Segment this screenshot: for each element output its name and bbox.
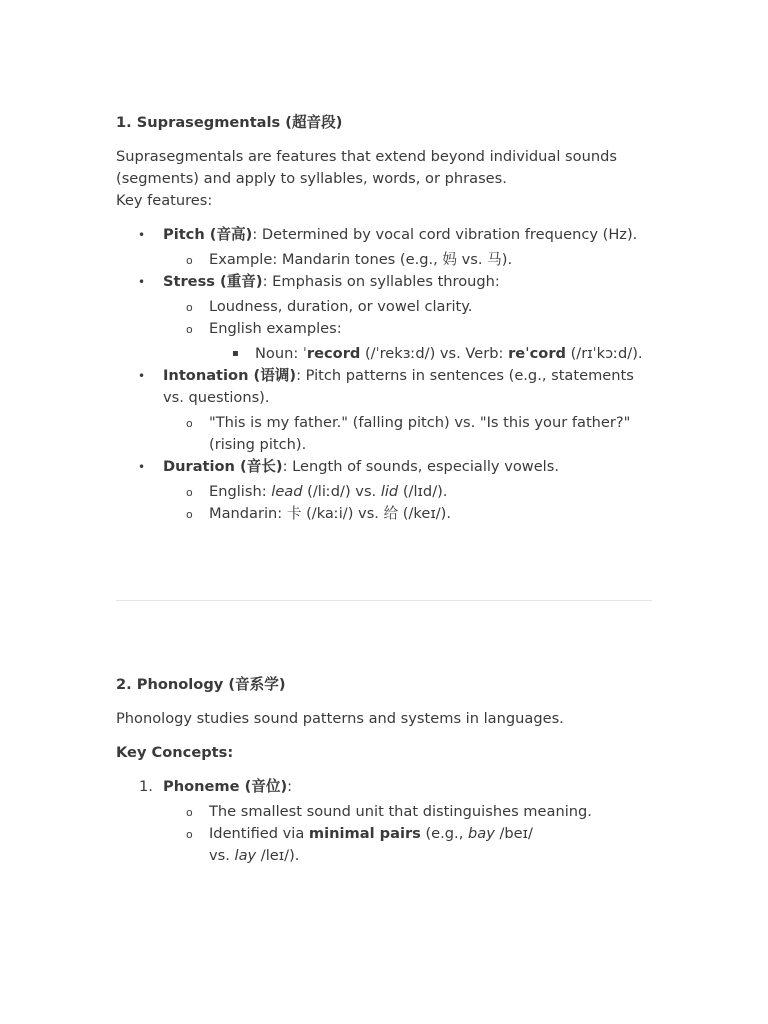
feature-list <box>116 224 656 525</box>
example-word-lay: lay <box>234 847 257 864</box>
sub-text: Example: Mandarin tones (e.g., 妈 vs. 马). <box>209 251 513 268</box>
list-item-intonation <box>116 365 656 456</box>
square-bullet-icon: ▪ <box>232 348 239 359</box>
sub-list <box>163 412 656 456</box>
list-item <box>163 296 656 318</box>
noun-word: record <box>306 345 361 362</box>
sub-text: English examples: <box>209 320 342 337</box>
list-item <box>163 801 656 823</box>
ipa-lay: /leɪ/). <box>256 847 300 864</box>
concept-list <box>116 776 656 867</box>
circle-bullet-icon: o <box>186 417 193 430</box>
intro-paragraph: Suprasegmentals are features that extend beyond individual sounds (segments) and apply to syllables, words, or phrases. <box>116 148 617 187</box>
example-word-bay: bay <box>467 825 495 842</box>
verb-ipa: (/rɪˈkɔːd/). <box>565 345 643 362</box>
list-item <box>209 343 656 365</box>
description: : Emphasis on syllables through: <box>262 273 500 290</box>
minimal-pairs-term: minimal pairs <box>308 825 421 842</box>
bullet-icon: • <box>138 275 146 289</box>
sub-list <box>163 801 656 867</box>
circle-bullet-icon: o <box>186 301 193 314</box>
list-item <box>163 503 656 525</box>
key-concepts-label: Key Concepts: <box>116 744 234 761</box>
sub-text: The smallest sound unit that distinguishes meaning. <box>209 803 592 820</box>
list-number: 1. <box>139 778 153 795</box>
circle-bullet-icon: o <box>186 806 193 819</box>
english-end: (/lɪd/). <box>398 483 448 500</box>
english-word-2: lid <box>380 483 399 500</box>
term: Phoneme (音位) <box>163 778 288 795</box>
bullet-icon: • <box>138 460 146 474</box>
list-item <box>163 481 656 503</box>
english-prefix: English: <box>209 483 272 500</box>
key-features-label: Key features: <box>116 192 213 209</box>
section-divider <box>116 600 652 601</box>
english-mid: (/liːd/) vs. <box>302 483 381 500</box>
sub-text: "This is my father." (falling pitch) vs. "Is this your father?" (rising pitch). <box>209 414 631 453</box>
circle-bullet-icon: o <box>186 828 193 841</box>
bullet-icon: • <box>138 228 146 242</box>
section-heading: 1. Suprasegmentals (超音段) <box>116 114 343 131</box>
list-item-stress <box>116 271 656 365</box>
list-item <box>163 412 656 456</box>
intro-paragraph: Phonology studies sound patterns and systems in languages. <box>116 710 564 727</box>
section-suprasegmentals <box>116 112 656 525</box>
section-phonology <box>116 674 656 867</box>
section-heading: 2. Phonology (音系学) <box>116 676 286 693</box>
colon: : <box>287 778 293 795</box>
ipa-bay: /beɪ/ vs. <box>209 825 533 864</box>
term: Intonation (语调) <box>163 367 297 384</box>
sub-list <box>163 296 656 365</box>
list-item <box>163 249 656 271</box>
sub-text: Mandarin: 卡 (/kaːi/) vs. 给 (/keɪ/). <box>209 505 451 522</box>
list-item-duration <box>116 456 656 525</box>
verb-word: reˈcord <box>508 345 566 362</box>
pairs-mid: (e.g., <box>420 825 468 842</box>
description: : Pitch patterns in sentences (e.g., statements vs. questions). <box>163 367 634 406</box>
english-word-1: lead <box>271 483 303 500</box>
term: Pitch (音高) <box>163 226 253 243</box>
term: Stress (重音) <box>163 273 263 290</box>
list-item <box>163 318 656 365</box>
noun-ipa: (/ˈrekɜːd/) vs. Verb: <box>360 345 509 362</box>
circle-bullet-icon: o <box>186 508 193 521</box>
list-item-phoneme <box>116 776 656 867</box>
noun-prefix: Noun: ˈ <box>255 345 307 362</box>
term: Duration (音长) <box>163 458 283 475</box>
bullet-icon: • <box>138 369 146 383</box>
description: : Determined by vocal cord vibration frequency (Hz). <box>252 226 638 243</box>
list-item-pitch <box>116 224 656 271</box>
description: : Length of sounds, especially vowels. <box>282 458 559 475</box>
sub-list <box>163 249 656 271</box>
list-item <box>163 823 656 867</box>
circle-bullet-icon: o <box>186 254 193 267</box>
circle-bullet-icon: o <box>186 486 193 499</box>
pairs-prefix: Identified via <box>209 825 309 842</box>
sub-text: Loudness, duration, or vowel clarity. <box>209 298 473 315</box>
sub-list <box>163 481 656 525</box>
sub-sub-list <box>209 343 656 365</box>
circle-bullet-icon: o <box>186 323 193 336</box>
